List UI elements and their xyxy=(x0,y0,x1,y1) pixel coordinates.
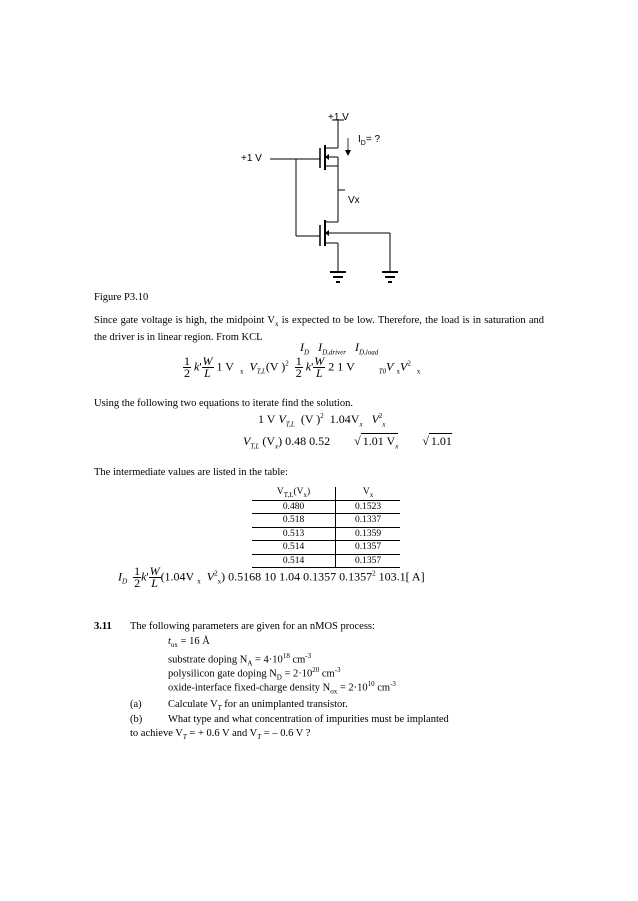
table-cell: 0.1359 xyxy=(336,527,401,541)
part-b-line2: to achieve $V_T$ = + 0.6 V and $V_T$ = – 0.6 V ? xyxy=(130,728,311,742)
paragraph-table-intro: The intermediate values are listed in the table: xyxy=(94,467,288,478)
table-header-vx: $V_x$ xyxy=(336,487,401,500)
iteration-equation-1: 1 V $V_{T,L}$ (V )$^2$ $1.04V_x$ $V^2_x$ xyxy=(258,412,386,429)
circuit-diagram xyxy=(0,0,638,290)
circuit-schematic xyxy=(0,0,638,290)
part-b-text: What type and what concentration of impurities must be implanted xyxy=(168,714,449,725)
table-row xyxy=(252,527,400,541)
iteration-equation-2: $V_{T,L}$ $(V_x)$ 0.48 0.52 √ 1.01 $V_x$ √ 1.01 xyxy=(243,434,452,451)
kcl-equation: $I_D$ $I_{D,driver}$ $I_{D,load}$ xyxy=(300,340,379,357)
vx-node-label: Vx xyxy=(348,195,360,206)
table-cell: 0.1357 xyxy=(336,541,401,555)
figure-caption: Figure P3.10 xyxy=(94,292,149,303)
paragraph-iterate: Using the following two equations to iterate find the solution. xyxy=(94,398,353,409)
problem-intro: The following parameters are given for an nMOS process: xyxy=(130,621,375,632)
param-oxide-charge: oxide-interface fixed-charge density $N_{ox} = 2\cdot 10^{10}$ $cm^{-3}$ xyxy=(168,680,396,696)
paragraph-intro: Since gate voltage is high, the midpoint $V_x$ is expected to be low. Therefore, the load is in saturation and the driver is in linear region. From KCL xyxy=(94,315,545,344)
table-row xyxy=(252,541,400,555)
table-header-row xyxy=(252,487,400,500)
problem-number: 3.11 xyxy=(94,621,112,632)
part-a-text: Calculate $V_T$ for an unimplanted transistor. xyxy=(168,699,348,713)
param-substrate-doping: substrate doping $N_A = 4\cdot 10^{18}$ $cm^{-3}$ xyxy=(168,652,312,668)
table-cell: 0.514 xyxy=(252,554,336,568)
part-b-label: (b) xyxy=(130,714,143,725)
table-row xyxy=(252,514,400,528)
iteration-table xyxy=(252,487,400,568)
table-cell: 0.514 xyxy=(252,541,336,555)
table-cell: 0.1523 xyxy=(336,500,401,514)
drain-current-equation: $I_D$ $\frac{1}{2}$ k' $\frac{W}{L}$ (1.04V $_x$ $V^2_x$) 0.5168 10 1.04 0.1357 0.1357$^2$ 103.1[ A] xyxy=(118,564,425,590)
part-a-label: (a) xyxy=(130,699,142,710)
table-cell: 0.1337 xyxy=(336,514,401,528)
vdd-label: +1 V xyxy=(328,112,349,123)
saturation-linear-equation: $\frac{1}{2}$ k' $\frac{W}{L}$ 1 V $_x$ $V_{T,L}(V$ )$^2$ $\frac{1}{2}$ k' $\frac{W}{L}$ 2 1 V $_{T0}$V $_xV^2$ $_x$ xyxy=(184,354,421,380)
param-tox: $t_{ox} = 16$ Å xyxy=(168,636,210,650)
table-cell: 0.513 xyxy=(252,527,336,541)
drain-current-label: $I_D=$ ? xyxy=(358,134,381,147)
table-row xyxy=(252,500,400,514)
table-cell: 0.1357 xyxy=(336,554,401,568)
gate-voltage-label: +1 V xyxy=(241,153,262,164)
table-header-vtl: $V_{T,L}(V_x)$ xyxy=(252,487,336,500)
param-gate-doping: polysilicon gate doping $N_D = 2\cdot 10^{20}$ $cm^{-3}$ xyxy=(168,666,341,682)
table-cell: 0.518 xyxy=(252,514,336,528)
table-cell: 0.480 xyxy=(252,500,336,514)
